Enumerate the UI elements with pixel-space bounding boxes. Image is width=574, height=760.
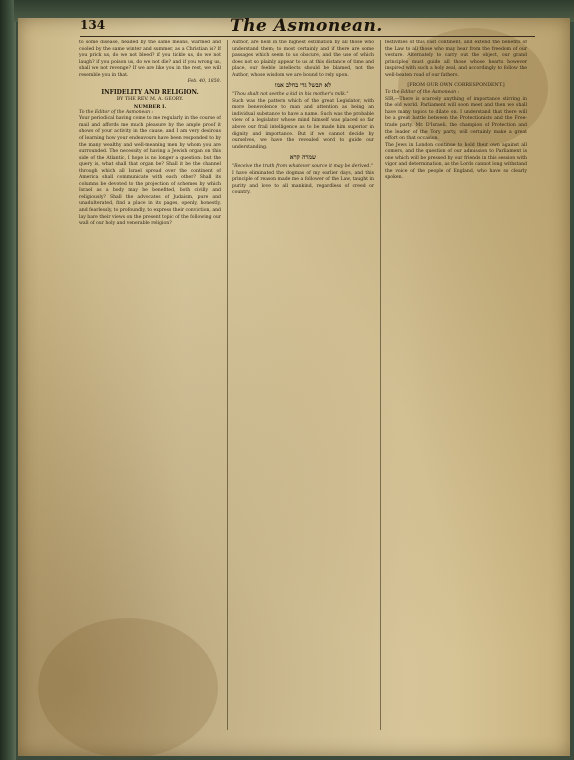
article-text: I have eliminated the dogmas of my earlier days, and this principle of reason made me a follower of the Law, taught in purity and love to all mankind, regardless of creed or country.: [232, 170, 374, 196]
column-rule: [227, 40, 228, 730]
column-middle: [232, 40, 374, 730]
quote-translation: "Receive the truth from whatever source it may be derived.": [232, 164, 373, 170]
article-text: The Jews in London continue to hold their own against all comers, and the question of our admission to Parliament is one which will be pressed by our friends in this session with vigor and determination, as the Lords cannot long withstand the voice of the people of England, who have so clearly spoken.: [385, 142, 527, 181]
page-number: 134: [80, 18, 106, 32]
quote-translation: "Thou shalt not seethe a kid in his mother's milk.": [232, 92, 349, 98]
column-left: [79, 40, 221, 730]
masthead-title: The Asmonean.: [230, 16, 383, 36]
correspondent-box: [FROM OUR OWN CORRESPONDENT.]: [407, 83, 505, 89]
article-title: INFIDELITY AND RELIGION.: [101, 88, 199, 96]
article-text: festivities of this vast continent, and extend the benefits of the Law to all those who may hear from the freedom of our vesture. Alternately to carry out the object, our grand principles must guide all those whose hearts however inspired with such a holy zeal, and accordingly to follow the well-beaten road of our fathers.: [385, 40, 527, 78]
column-right: [385, 40, 527, 730]
article-signature: Feb. 40, 1850.: [187, 79, 221, 85]
hebrew-quote: שמרה קרא: [289, 154, 317, 162]
article-text: Such was the pattern which of the great Legislator, with more benevolence to man and attention as being an individual substance to have a name. Such was the probable view of a legislator whose mind himself was placed so far above our frail intelligence as to be made him superior in dignity and importance. But if we cannot decide by ourselves, we have the revealed word to guide our understanding.: [232, 98, 374, 150]
article-text: Your periodical having come to me regularly in the course of mail and affords me much pleasure by the ample proof it shows of your activity in the cause, and I am very desirous of learning how your endeavours have been responded to by the many wealthy and well-meaning men by whom you are surrounded. The necessity of having a Jewish organ on this side of the Atlantic, I hope is no longer a question: but the query is, what shall that organ be? Shall it be the channel through which all Israel spread over the continent of America shall communicate with each other? Shall its columns be devoted to the projection of schemes by which Israel as a body may be benefited, both civilly and religiously? Shall the advocates of Judaism, pure and unadulterated, find a place in its pages, openly, honestly, and fearlessly, to profoundly, to express their conviction, and lay bare their views on the present topic of the following our wall of our holy and venerable religion?: [79, 116, 221, 227]
hebrew-quote: לא תבשל גדי בחלב אמו: [274, 82, 332, 90]
article-salutation: To the Editor of the Asmonean :: [385, 90, 460, 96]
article-number: NUMBER I.: [133, 103, 167, 110]
article-salutation: To the Editor of the Asmonean :: [79, 109, 154, 115]
article-text: to some disease, headed by the same means, warmed and cooled by the same winter and summer, as a Christian is? If you prick us, do we not bleed? if you tickle us, do we not laugh? if you poison us, do we not die? and if you wrong us, shall we not revenge? If we are like you in the rest, we will resemble you in that.: [79, 40, 221, 78]
article-text: Author, are held in the highest estimation by all those who understand them; to most certainly and if there are some passages which seem to us obscure, and the use of which does not so plainly appear to us at this distance of time and place, our feeble intellects should be blamed, not the Author, whose wisdom we are bound to rely upon.: [232, 40, 374, 78]
column-rule: [380, 40, 381, 730]
article-text: SIR,—There is scarcely anything of importance stirring in the old world. Parliament will soon meet and then we shall have many topics to dilate on. I understand that there will be a great battle between the Protectionists and the Free-trade party. Mr. D'Israeli, the champion of Protection and the leader of the Tory party, will certainly make a great effort on that occasion.: [385, 96, 527, 142]
article-byline: BY THE REV. M. A. GEORY.: [116, 96, 184, 102]
book-spine: [0, 0, 16, 760]
page-header: [80, 18, 535, 37]
